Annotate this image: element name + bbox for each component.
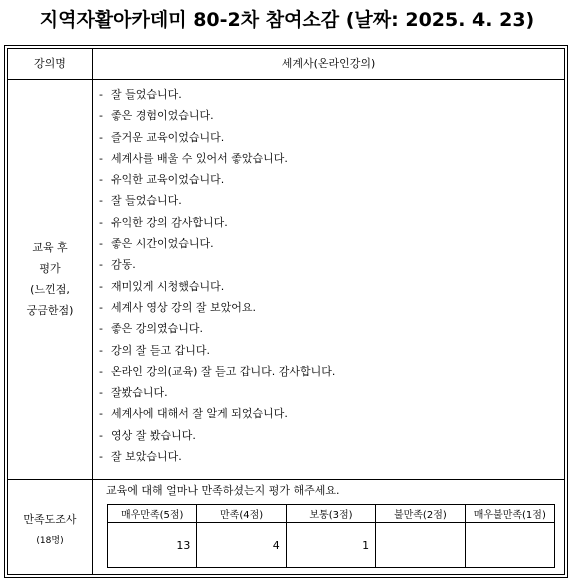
dash: - xyxy=(99,109,103,123)
table-cell: 4 xyxy=(197,523,286,568)
satisfaction-question: 교육에 대해 얼마나 만족하셨는지 평가 해주세요. xyxy=(106,484,340,497)
comment-text: 좋은 강의였습니다. xyxy=(111,322,204,336)
list-item xyxy=(99,297,558,318)
comment-text: 감동. xyxy=(111,258,136,272)
table-header-row xyxy=(108,505,555,523)
table-cell xyxy=(376,523,465,568)
comment-text: 잘 보았습니다. xyxy=(111,450,182,464)
list-item xyxy=(99,318,558,339)
comment-text: 유익한 교육이었습니다. xyxy=(111,173,225,187)
column-header: 매우불만족(1점) xyxy=(465,505,554,523)
comment-text: 잘봤습니다. xyxy=(111,386,168,400)
list-item xyxy=(99,212,558,233)
dash: - xyxy=(99,279,103,293)
evaluation-label xyxy=(8,79,92,479)
list-item xyxy=(99,148,558,169)
list-item xyxy=(99,190,558,211)
dash: - xyxy=(99,364,103,378)
comment-text: 잘 들었습니다. xyxy=(111,194,182,208)
comment-text: 유익한 강의 감사합니다. xyxy=(111,215,228,229)
satisfaction-label xyxy=(8,479,92,577)
evaluation-label-line: 교육 후 xyxy=(32,241,68,254)
satisfaction-table xyxy=(107,504,555,568)
list-item xyxy=(99,254,558,275)
comment-text: 온라인 강의(교육) 잘 듣고 갑니다. 감사합니다. xyxy=(111,364,336,378)
evaluation-label-line: (느낀점, xyxy=(30,283,70,296)
comment-text: 즐거운 교육이었습니다. xyxy=(111,130,225,144)
list-item xyxy=(99,425,558,446)
dash: - xyxy=(99,173,103,187)
column-header: 보통(3점) xyxy=(286,505,375,523)
dash: - xyxy=(99,194,103,208)
dash: - xyxy=(99,300,103,314)
survey-table xyxy=(4,45,568,578)
dash: - xyxy=(99,322,103,336)
dash: - xyxy=(99,258,103,272)
dash: - xyxy=(99,151,103,165)
survey-table-inner xyxy=(7,48,565,575)
comment-text: 강의 잘 듣고 갑니다. xyxy=(111,343,210,357)
dash: - xyxy=(99,343,103,357)
list-item xyxy=(99,361,558,382)
comment-text: 재미있게 시청했습니다. xyxy=(111,279,225,293)
comment-text: 좋은 경험이었습니다. xyxy=(111,109,214,123)
dash: - xyxy=(99,215,103,229)
dash: - xyxy=(99,428,103,442)
column-header: 매우만족(5점) xyxy=(108,505,197,523)
list-item xyxy=(99,446,558,467)
comment-text: 세계사에 대해서 잘 알게 되었습니다. xyxy=(111,407,288,421)
list-item xyxy=(99,276,558,297)
comment-text: 영상 잘 봤습니다. xyxy=(111,428,196,442)
dash: - xyxy=(99,130,103,144)
list-item xyxy=(99,340,558,361)
dash: - xyxy=(99,386,103,400)
course-label: 강의명 xyxy=(34,57,66,70)
evaluation-label-line: 궁금한점) xyxy=(26,304,74,317)
document-title: 지역자활아카데미 80-2차 참여소감 (날짜: 2025. 4. 23) xyxy=(39,9,535,31)
table-row xyxy=(108,523,555,568)
list-item xyxy=(99,127,558,148)
list-item xyxy=(99,105,558,126)
respondent-count: (18명) xyxy=(36,535,64,546)
satisfaction-label-text: 만족도조사 xyxy=(23,512,77,526)
course-name: 세계사(온라인강의) xyxy=(281,57,376,70)
comment-text: 잘 들었습니다. xyxy=(111,88,182,101)
dash: - xyxy=(99,88,103,101)
list-item xyxy=(99,233,558,254)
column-header: 불만족(2점) xyxy=(376,505,465,523)
dash: - xyxy=(99,450,103,464)
comment-text: 세계사 영상 강의 잘 보았어요. xyxy=(111,300,256,314)
list-item xyxy=(99,84,558,105)
comment-list xyxy=(99,84,558,467)
list-item xyxy=(99,169,558,190)
table-cell: 13 xyxy=(108,523,197,568)
list-item xyxy=(99,403,558,424)
comment-text: 좋은 시간이었습니다. xyxy=(111,237,214,251)
column-divider xyxy=(92,49,93,574)
list-item xyxy=(99,382,558,403)
dash: - xyxy=(99,407,103,421)
dash: - xyxy=(99,237,103,251)
table-cell xyxy=(465,523,554,568)
table-cell: 1 xyxy=(286,523,375,568)
column-header: 만족(4점) xyxy=(197,505,286,523)
evaluation-label-line: 평가 xyxy=(39,262,61,275)
comment-text: 세계사를 배울 수 있어서 좋았습니다. xyxy=(111,151,288,165)
